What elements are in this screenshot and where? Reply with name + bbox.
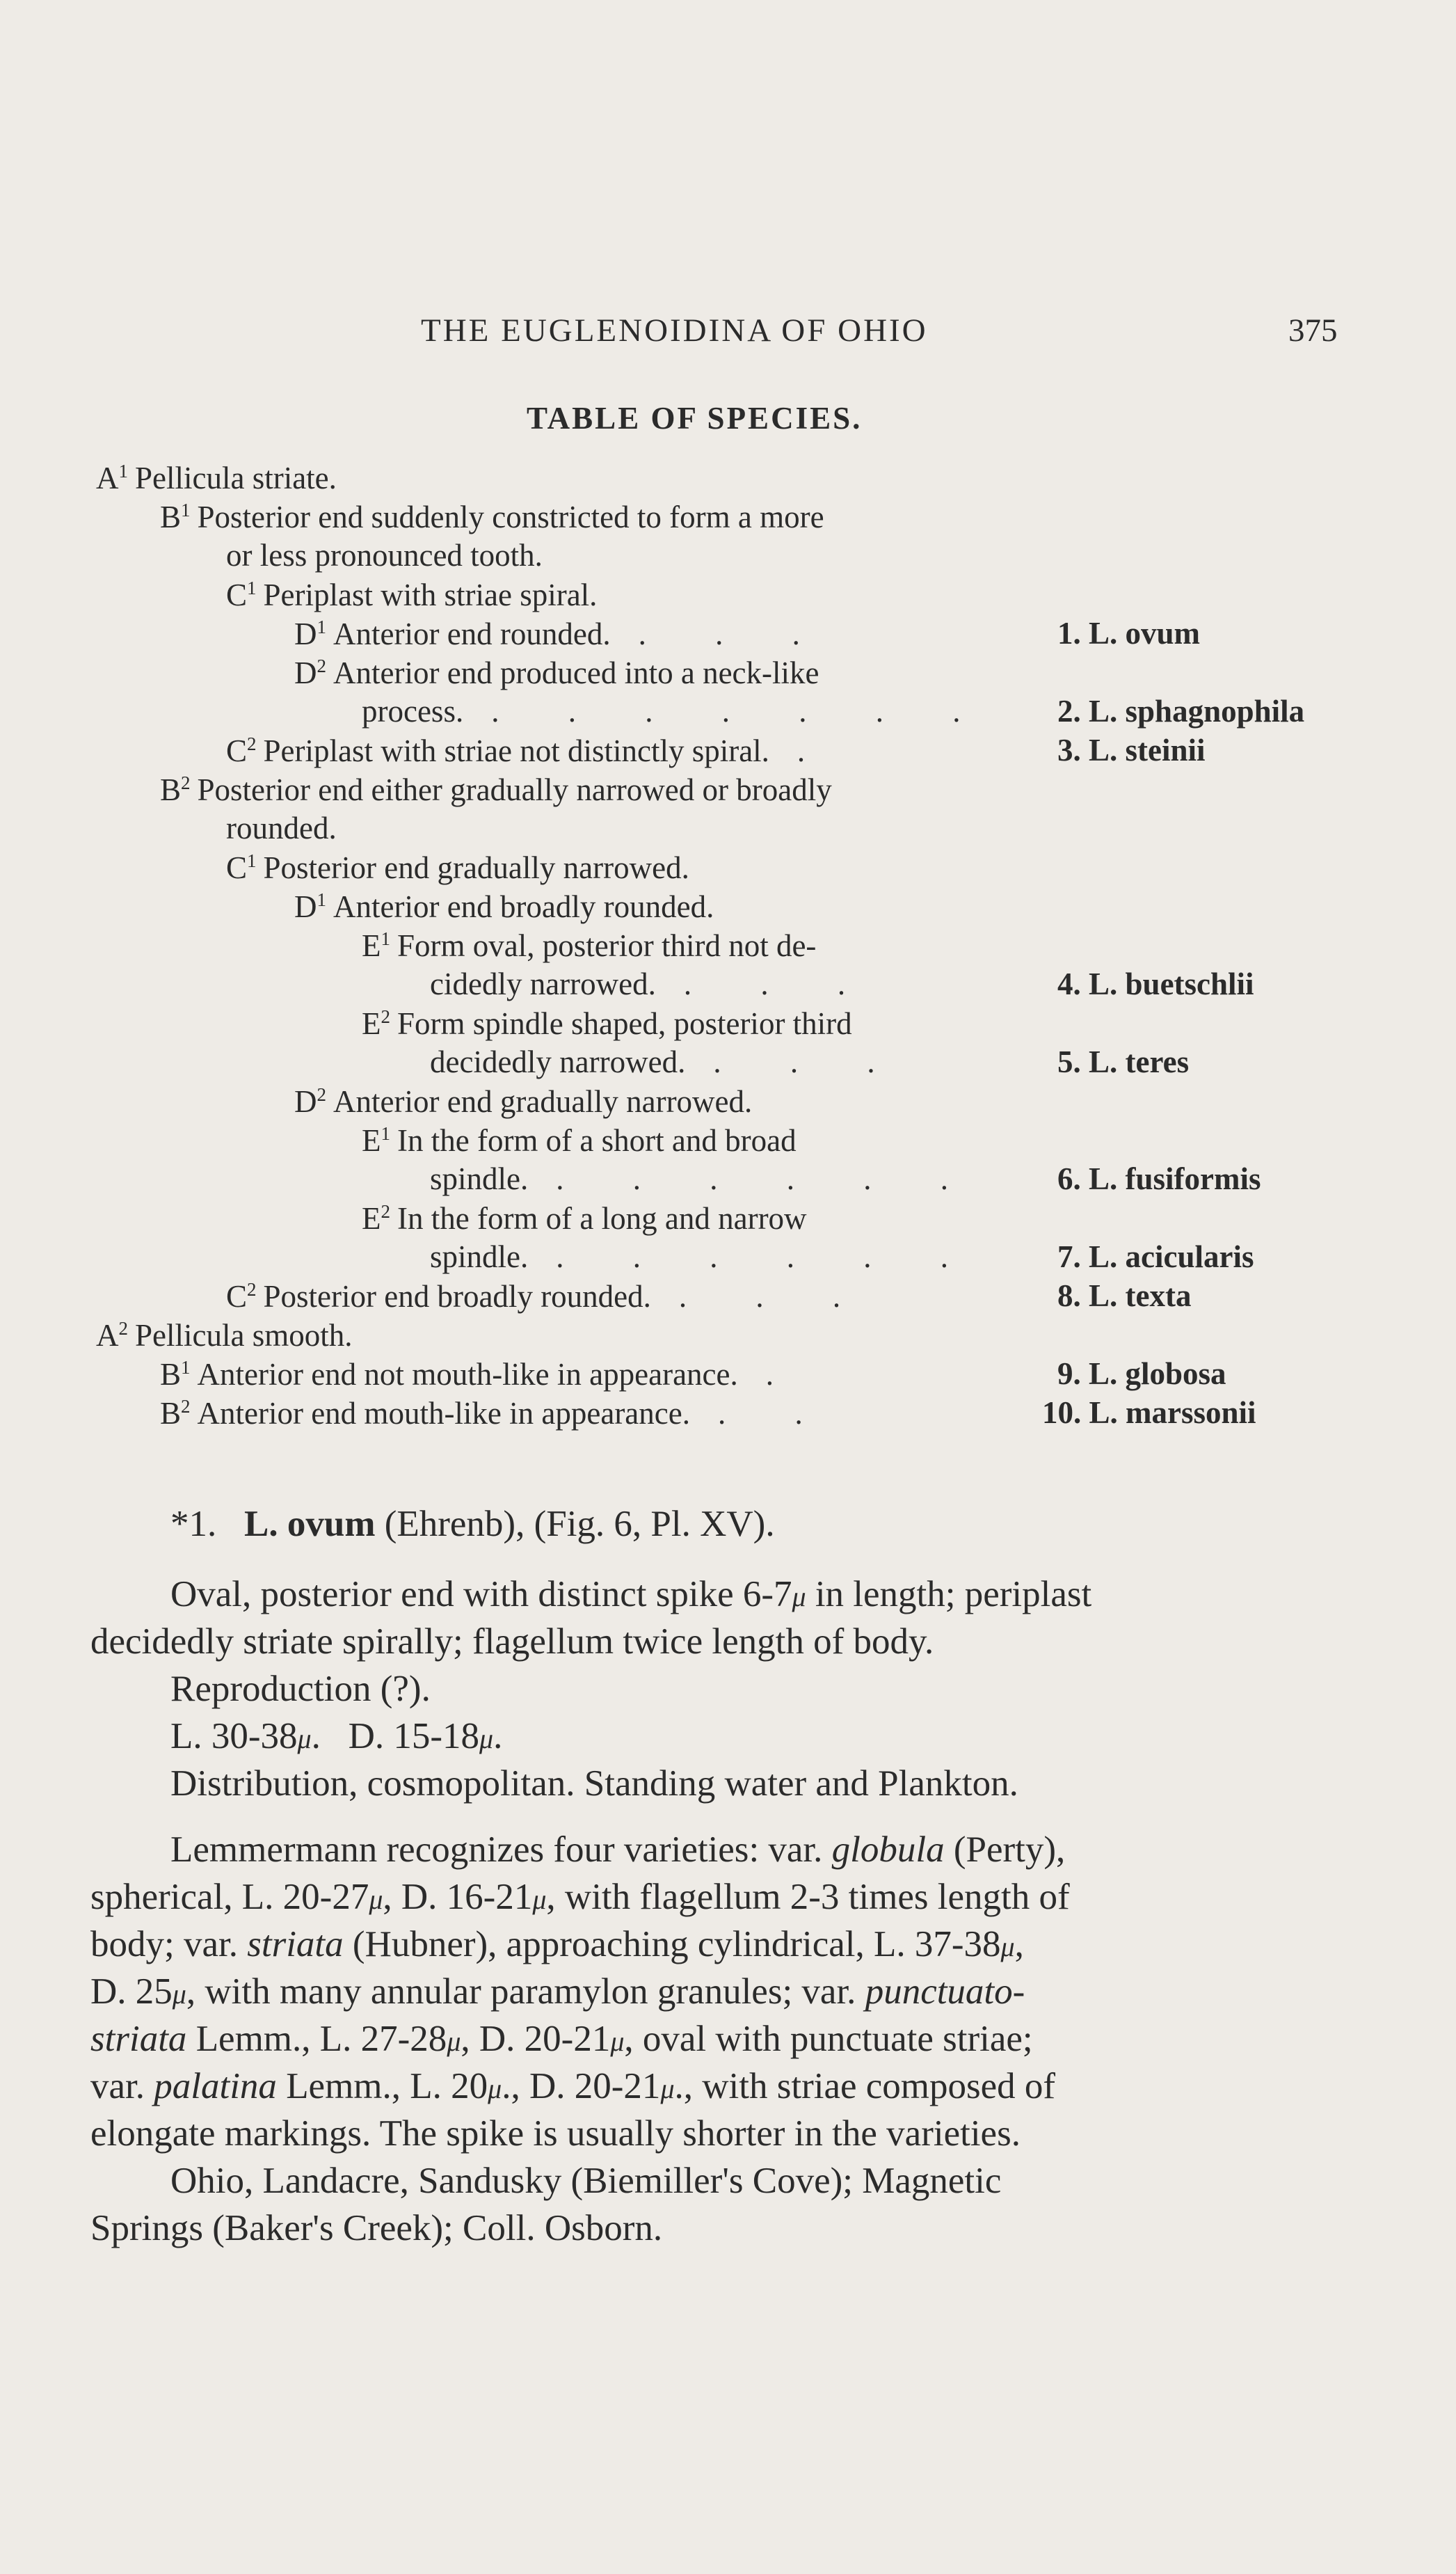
- varieties-line: spherical, L. 20-27μ, D. 16-21μ, with flagellum 2-3 times length of: [90, 1877, 1070, 1917]
- varieties-line: D. 25μ, with many annular paramylon granules; var. punctuato-: [90, 1971, 1025, 2012]
- page-number: 375: [1288, 312, 1338, 349]
- key-line: $B^2$ Posterior end either gradually narrowed or broadly: [160, 772, 832, 807]
- species-name: 2. L. sphagnophila: [1057, 694, 1305, 729]
- key-line: rounded.: [226, 811, 337, 845]
- species-name: 9. L. globosa: [1057, 1356, 1226, 1391]
- description-line: Distribution, cosmopolitan. Standing water and Plankton.: [170, 1763, 1018, 1804]
- key-line: $C^2$ Periplast with striae not distinctly spiral. .: [226, 733, 836, 768]
- description-line: Oval, posterior end with distinct spike 6-7μ in length; periplast: [170, 1574, 1092, 1614]
- key-line: $D^1$ Anterior end broadly rounded.: [294, 889, 714, 924]
- species-name: 10. L. marssonii: [1042, 1395, 1256, 1430]
- key-line: cidedly narrowed. . . .: [430, 967, 877, 1001]
- species-name: 6. L. fusiformis: [1057, 1161, 1261, 1196]
- key-line: $D^1$ Anterior end rounded. . . .: [294, 617, 831, 651]
- varieties-line: var. palatina Lemm., L. 20μ., D. 20-21μ., with striae composed of: [90, 2066, 1056, 2106]
- key-line: $D^2$ Anterior end produced into a neck-like: [294, 656, 819, 690]
- species-name: 8. L. texta: [1057, 1278, 1192, 1313]
- key-line: spindle. . . . . . .: [430, 1161, 979, 1196]
- key-line: $B^1$ Anterior end not mouth-like in appearance. .: [160, 1357, 804, 1392]
- species-name: 7. L. acicularis: [1057, 1239, 1254, 1274]
- running-header: THE EUGLENOIDINA OF OHIO: [421, 312, 928, 349]
- varieties-line: striata Lemm., L. 27-28μ, D. 20-21μ, oval with punctuate striae;: [90, 2019, 1033, 2059]
- species-name: 5. L. teres: [1057, 1044, 1190, 1079]
- key-line: $A^1$ Pellicula striate.: [96, 461, 337, 495]
- key-line: $E^1$ In the form of a short and broad: [362, 1123, 797, 1158]
- key-line: $E^2$ Form spindle shaped, posterior third: [362, 1006, 852, 1041]
- key-line: $C^1$ Periplast with striae spiral.: [226, 578, 598, 612]
- key-line: $C^1$ Posterior end gradually narrowed.: [226, 850, 689, 885]
- key-line: decidedly narrowed. . . .: [430, 1044, 906, 1079]
- localities-line: Springs (Baker's Creek); Coll. Osborn.: [90, 2208, 663, 2248]
- key-line: $E^2$ In the form of a long and narrow: [362, 1201, 807, 1236]
- key-line: $B^2$ Anterior end mouth-like in appearance. . .: [160, 1396, 833, 1431]
- key-line: $A^2$ Pellicula smooth.: [96, 1318, 353, 1353]
- localities-line: Ohio, Landacre, Sandusky (Biemiller's Cove); Magnetic: [170, 2161, 1002, 2201]
- varieties-line: elongate markings. The spike is usually shorter in the varieties.: [90, 2113, 1021, 2154]
- varieties-line: Lemmermann recognizes four varieties: var. globula (Perty),: [170, 1829, 1066, 1870]
- entry-heading: *1. L. ovum (Ehrenb), (Fig. 6, Pl. XV).: [170, 1504, 775, 1544]
- species-name: 1. L. ovum: [1057, 616, 1201, 651]
- key-line: process. . . . . . . .: [362, 694, 991, 729]
- key-line: or less pronounced tooth.: [226, 538, 543, 573]
- species-name: 4. L. buetschlii: [1057, 967, 1254, 1001]
- key-line: $C^2$ Posterior end broadly rounded. . . .: [226, 1279, 872, 1314]
- varieties-line: body; var. striata (Hubner), approaching cylindrical, L. 37-38μ,: [90, 1924, 1024, 1964]
- key-line: spindle. . . . . . .: [430, 1239, 979, 1274]
- key-line: $B^1$ Posterior end suddenly constricted to form a more: [160, 500, 824, 534]
- species-name: 3. L. steinii: [1057, 733, 1206, 768]
- description-line: Reproduction (?).: [170, 1669, 431, 1709]
- description-line: L. 30-38μ. D. 15-18μ.: [170, 1716, 503, 1756]
- table-title: TABLE OF SPECIES.: [527, 401, 863, 436]
- description-line: decidedly striate spirally; flagellum twice length of body.: [90, 1621, 934, 1662]
- key-line: $D^2$ Anterior end gradually narrowed.: [294, 1084, 753, 1119]
- key-line: $E^1$ Form oval, posterior third not de-: [362, 928, 817, 963]
